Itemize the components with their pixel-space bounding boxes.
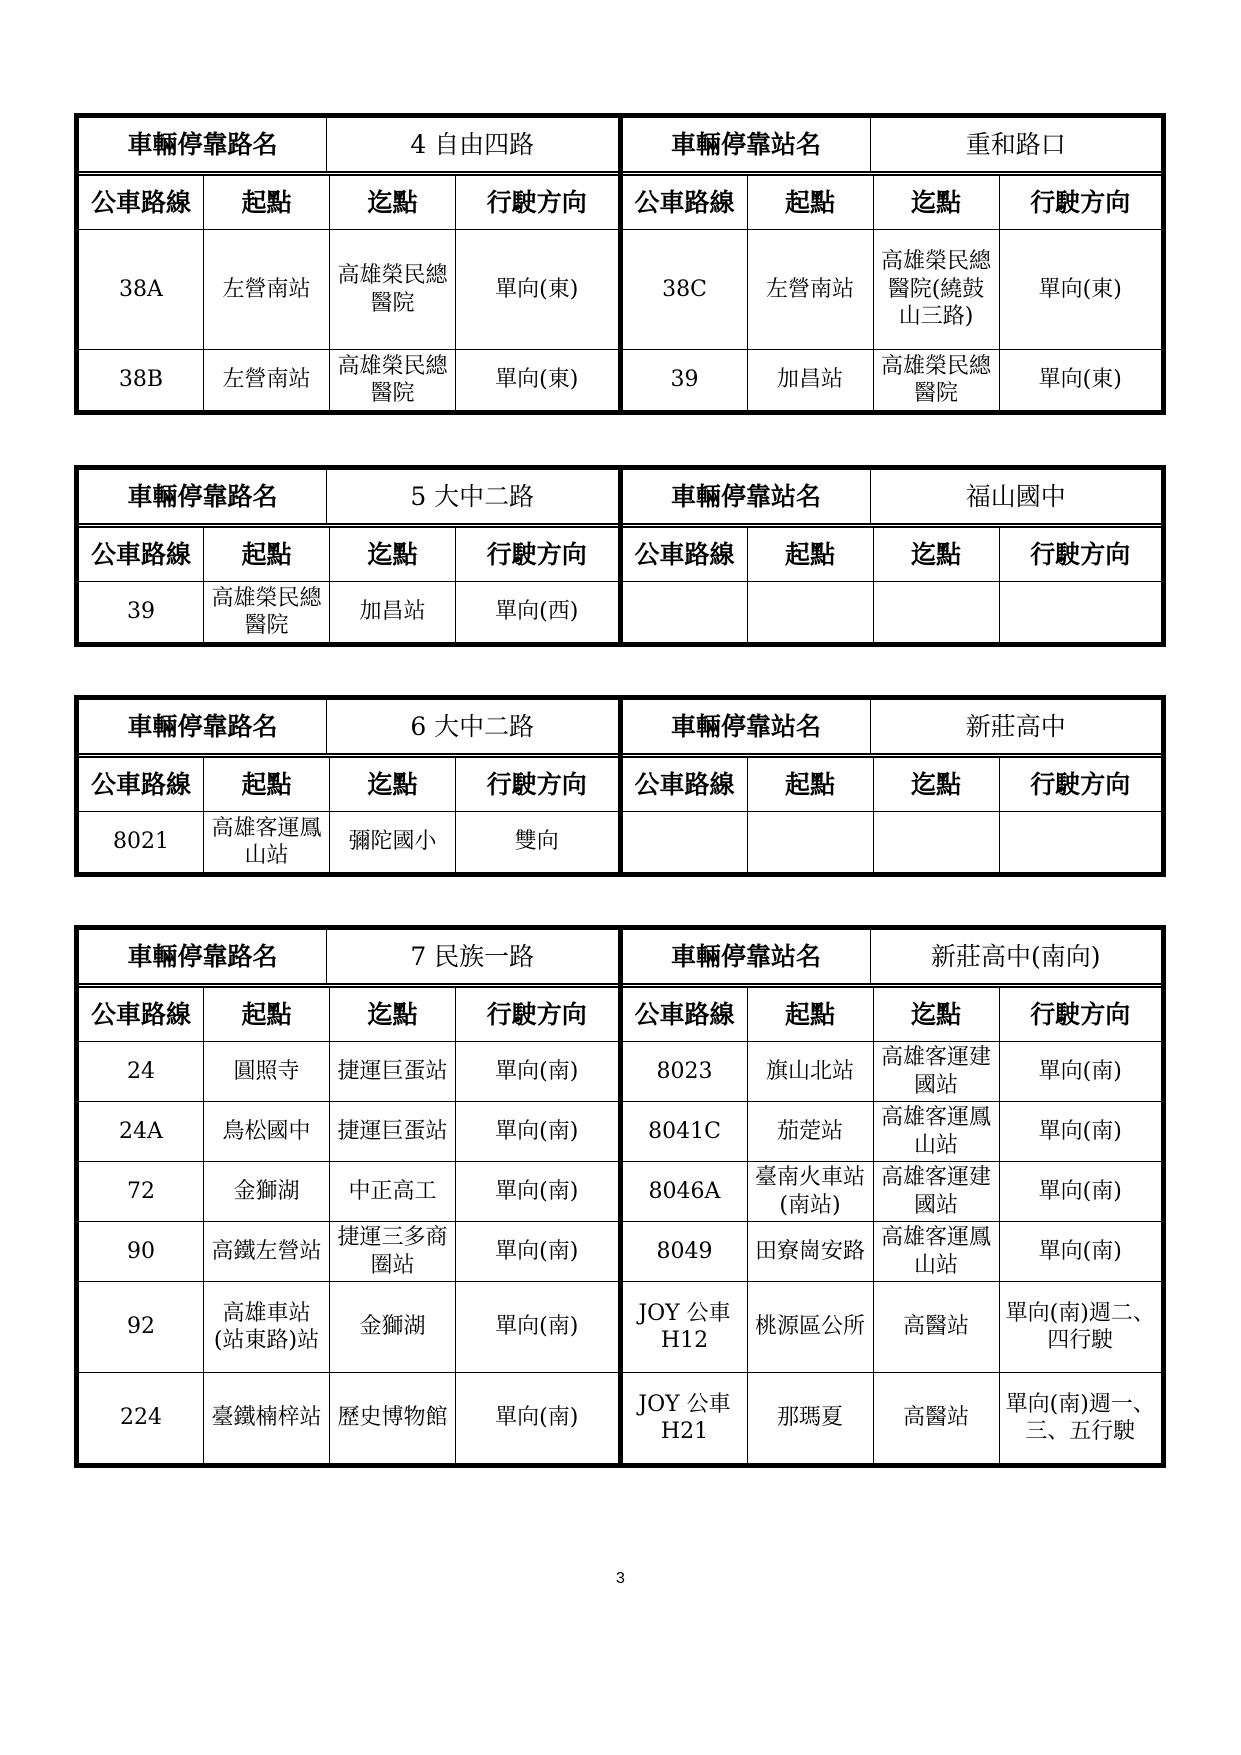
schedule-block: [74, 925, 1166, 1468]
schedule-block: [74, 465, 1166, 647]
column-header-direction: 行駛方向: [1030, 187, 1131, 217]
cell-start: [748, 812, 874, 872]
cell-end: 歷史博物館: [330, 1373, 456, 1463]
cell-route: [623, 582, 748, 642]
cell-dir: 單向(南)週一、三、五行駛: [1005, 1391, 1155, 1444]
table-left: [79, 118, 618, 410]
table-right: [623, 118, 1162, 410]
cell-dir: 單向(南): [495, 1238, 579, 1264]
cell-start: 左營南站: [748, 230, 874, 349]
column-header-row: [79, 758, 618, 812]
column-header-start: 起點: [748, 528, 874, 581]
cell-end: 捷運巨蛋站: [330, 1042, 456, 1101]
cell-end: 彌陀國小: [330, 812, 456, 872]
cell-dir: 單向(南): [1038, 1058, 1122, 1084]
table-row: [79, 1282, 618, 1373]
column-header-end: 迄點: [330, 176, 456, 229]
column-header-route: 公車路線: [623, 988, 748, 1041]
cell-start: 左營南站: [204, 350, 330, 410]
column-header-end: 迄點: [874, 528, 1000, 581]
table-row: [79, 1222, 618, 1282]
cell-end: 高雄榮民總醫院: [330, 350, 456, 410]
cell-route: 8046A: [623, 1162, 748, 1221]
table-row: [623, 582, 1162, 642]
column-header-start: 起點: [204, 988, 330, 1041]
cell-end: 捷運巨蛋站: [330, 1102, 456, 1161]
cell-route: 8049: [623, 1222, 748, 1281]
table-row: [623, 230, 1162, 350]
road-name-value: 6 大中二路: [410, 711, 535, 741]
cell-route: 38C: [623, 230, 748, 349]
page-number: 3: [616, 1570, 625, 1587]
table-left: [79, 700, 618, 872]
column-header-start: 起點: [748, 758, 874, 811]
table-row: [623, 1162, 1162, 1222]
cell-dir: 單向(南): [495, 1118, 579, 1144]
cell-start: 鳥松國中: [204, 1102, 330, 1161]
table-row: [623, 1222, 1162, 1282]
column-header-direction: 行駛方向: [1030, 539, 1131, 569]
stop-name-label: 車輛停靠站名: [623, 930, 871, 983]
header-row: [623, 930, 1162, 988]
road-name-label: 車輛停靠路名: [79, 930, 327, 983]
stop-name-value: 福山國中: [965, 481, 1066, 511]
table-row: [79, 1042, 618, 1102]
column-header-route: 公車路線: [79, 528, 204, 581]
cell-route: 24: [79, 1042, 204, 1101]
header-row: [79, 700, 618, 758]
cell-start: 高雄榮民總醫院: [204, 582, 330, 642]
cell-end: 高雄客運建國站: [874, 1162, 1000, 1221]
table-right: [623, 930, 1162, 1463]
column-header-row: [79, 528, 618, 582]
column-header-start: 起點: [204, 528, 330, 581]
cell-route: 224: [79, 1373, 204, 1463]
column-header-route: 公車路線: [79, 988, 204, 1041]
cell-start: 旗山北站: [748, 1042, 874, 1101]
table-row: [79, 812, 618, 872]
column-header-row: [79, 176, 618, 230]
cell-end: 捷運三多商圈站: [330, 1222, 456, 1281]
cell-start: 臺南火車站(南站): [748, 1162, 874, 1221]
stop-name-label: 車輛停靠站名: [623, 700, 871, 753]
header-row: [623, 470, 1162, 528]
table-right: [623, 470, 1162, 642]
table-right: [623, 700, 1162, 872]
road-name-label: 車輛停靠路名: [79, 118, 327, 171]
table-row: [623, 1102, 1162, 1162]
cell-dir: 單向(南): [495, 1405, 579, 1431]
cell-dir: 單向(東): [1038, 367, 1122, 393]
road-name-value: 5 大中二路: [410, 481, 535, 511]
cell-start: 圓照寺: [204, 1042, 330, 1101]
column-header-end: 迄點: [330, 758, 456, 811]
stop-name-value: 重和路口: [965, 129, 1066, 159]
cell-start: 那瑪夏: [748, 1373, 874, 1463]
cell-end: [874, 582, 1000, 642]
cell-end: 高醫站: [874, 1373, 1000, 1463]
column-header-direction: 行駛方向: [486, 187, 587, 217]
cell-route: 90: [79, 1222, 204, 1281]
cell-start: 金獅湖: [204, 1162, 330, 1221]
column-header-route: 公車路線: [623, 528, 748, 581]
cell-start: 高雄客運鳳山站: [204, 812, 330, 872]
cell-dir: [1000, 582, 1162, 642]
column-header-row: [623, 176, 1162, 230]
stop-name-value: 新莊高中: [965, 711, 1066, 741]
table-row: [79, 1373, 618, 1463]
column-header-end: 迄點: [330, 528, 456, 581]
cell-route: JOY 公車H21: [623, 1373, 748, 1463]
cell-end: 加昌站: [330, 582, 456, 642]
cell-route: 8021: [79, 812, 204, 872]
cell-route: 92: [79, 1282, 204, 1372]
column-header-row: [623, 528, 1162, 582]
cell-route: JOY 公車H12: [623, 1282, 748, 1372]
cell-start: 高雄車站(站東路)站: [204, 1282, 330, 1372]
cell-route: 8041C: [623, 1102, 748, 1161]
column-header-row: [79, 988, 618, 1042]
schedule-block: [74, 113, 1166, 415]
column-header-route: 公車路線: [79, 176, 204, 229]
column-header-end: 迄點: [874, 176, 1000, 229]
column-header-start: 起點: [748, 988, 874, 1041]
column-header-direction: 行駛方向: [1030, 999, 1131, 1029]
table-left: [79, 930, 618, 1463]
cell-dir: 單向(南): [495, 1178, 579, 1204]
column-header-direction: 行駛方向: [486, 999, 587, 1029]
cell-end: 高雄客運鳳山站: [874, 1102, 1000, 1161]
cell-dir: 單向(南): [1038, 1178, 1122, 1204]
column-header-route: 公車路線: [79, 758, 204, 811]
cell-end: [874, 812, 1000, 872]
table-row: [623, 812, 1162, 872]
table-row: [79, 350, 618, 410]
cell-start: 田寮崗安路: [748, 1222, 874, 1281]
stop-name-label: 車輛停靠站名: [623, 470, 871, 523]
stop-name-label: 車輛停靠站名: [623, 118, 871, 171]
table-row: [623, 1373, 1162, 1463]
cell-end: 高醫站: [874, 1282, 1000, 1372]
road-name-label: 車輛停靠路名: [79, 470, 327, 523]
cell-end: 高雄榮民總醫院: [874, 350, 1000, 410]
column-header-direction: 行駛方向: [486, 769, 587, 799]
table-row: [79, 230, 618, 350]
cell-dir: 單向(南): [495, 1314, 579, 1340]
cell-start: 左營南站: [204, 230, 330, 349]
table-row: [79, 582, 618, 642]
cell-end: 金獅湖: [330, 1282, 456, 1372]
cell-dir: 雙向: [514, 829, 559, 855]
cell-route: 38A: [79, 230, 204, 349]
cell-dir: 單向(東): [1038, 276, 1122, 302]
cell-dir: 單向(南)週二、四行駛: [1005, 1300, 1155, 1353]
road-name-value: 4 自由四路: [410, 129, 535, 159]
column-header-direction: 行駛方向: [1030, 769, 1131, 799]
table-row: [623, 1282, 1162, 1373]
cell-route: 8023: [623, 1042, 748, 1101]
table-row: [623, 1042, 1162, 1102]
cell-route: 39: [79, 582, 204, 642]
column-header-route: 公車路線: [623, 176, 748, 229]
cell-start: 高鐵左營站: [204, 1222, 330, 1281]
cell-end: 中正高工: [330, 1162, 456, 1221]
header-row: [79, 930, 618, 988]
table-left: [79, 470, 618, 642]
cell-route: 38B: [79, 350, 204, 410]
cell-dir: 單向(南): [495, 1058, 579, 1084]
header-row: [79, 118, 618, 176]
cell-dir: [1000, 812, 1162, 872]
schedule-block: [74, 695, 1166, 877]
cell-dir: 單向(南): [1038, 1118, 1122, 1144]
table-row: [623, 350, 1162, 410]
cell-end: 高雄榮民總醫院(繞鼓山三路): [874, 230, 1000, 349]
cell-route: 24A: [79, 1102, 204, 1161]
column-header-end: 迄點: [874, 758, 1000, 811]
stop-name-value: 新莊高中(南向): [930, 941, 1101, 971]
table-row: [79, 1162, 618, 1222]
column-header-row: [623, 988, 1162, 1042]
table-row: [79, 1102, 618, 1162]
cell-end: 高雄榮民總醫院: [330, 230, 456, 349]
header-row: [623, 118, 1162, 176]
road-name-value: 7 民族一路: [410, 941, 535, 971]
column-header-route: 公車路線: [623, 758, 748, 811]
column-header-end: 迄點: [874, 988, 1000, 1041]
cell-end: 高雄客運建國站: [874, 1042, 1000, 1101]
cell-route: 72: [79, 1162, 204, 1221]
cell-start: 加昌站: [748, 350, 874, 410]
cell-start: 臺鐵楠梓站: [204, 1373, 330, 1463]
column-header-start: 起點: [204, 758, 330, 811]
cell-route: 39: [623, 350, 748, 410]
header-row: [79, 470, 618, 528]
cell-end: 高雄客運鳳山站: [874, 1222, 1000, 1281]
column-header-end: 迄點: [330, 988, 456, 1041]
cell-route: [623, 812, 748, 872]
column-header-start: 起點: [748, 176, 874, 229]
column-header-start: 起點: [204, 176, 330, 229]
cell-start: 桃源區公所: [748, 1282, 874, 1372]
header-row: [623, 700, 1162, 758]
cell-start: [748, 582, 874, 642]
cell-dir: 單向(東): [495, 367, 579, 393]
cell-start: 茄萣站: [748, 1102, 874, 1161]
cell-dir: 單向(南): [1038, 1238, 1122, 1264]
column-header-row: [623, 758, 1162, 812]
cell-dir: 單向(西): [495, 599, 579, 625]
road-name-label: 車輛停靠路名: [79, 700, 327, 753]
column-header-direction: 行駛方向: [486, 539, 587, 569]
cell-dir: 單向(東): [495, 276, 579, 302]
